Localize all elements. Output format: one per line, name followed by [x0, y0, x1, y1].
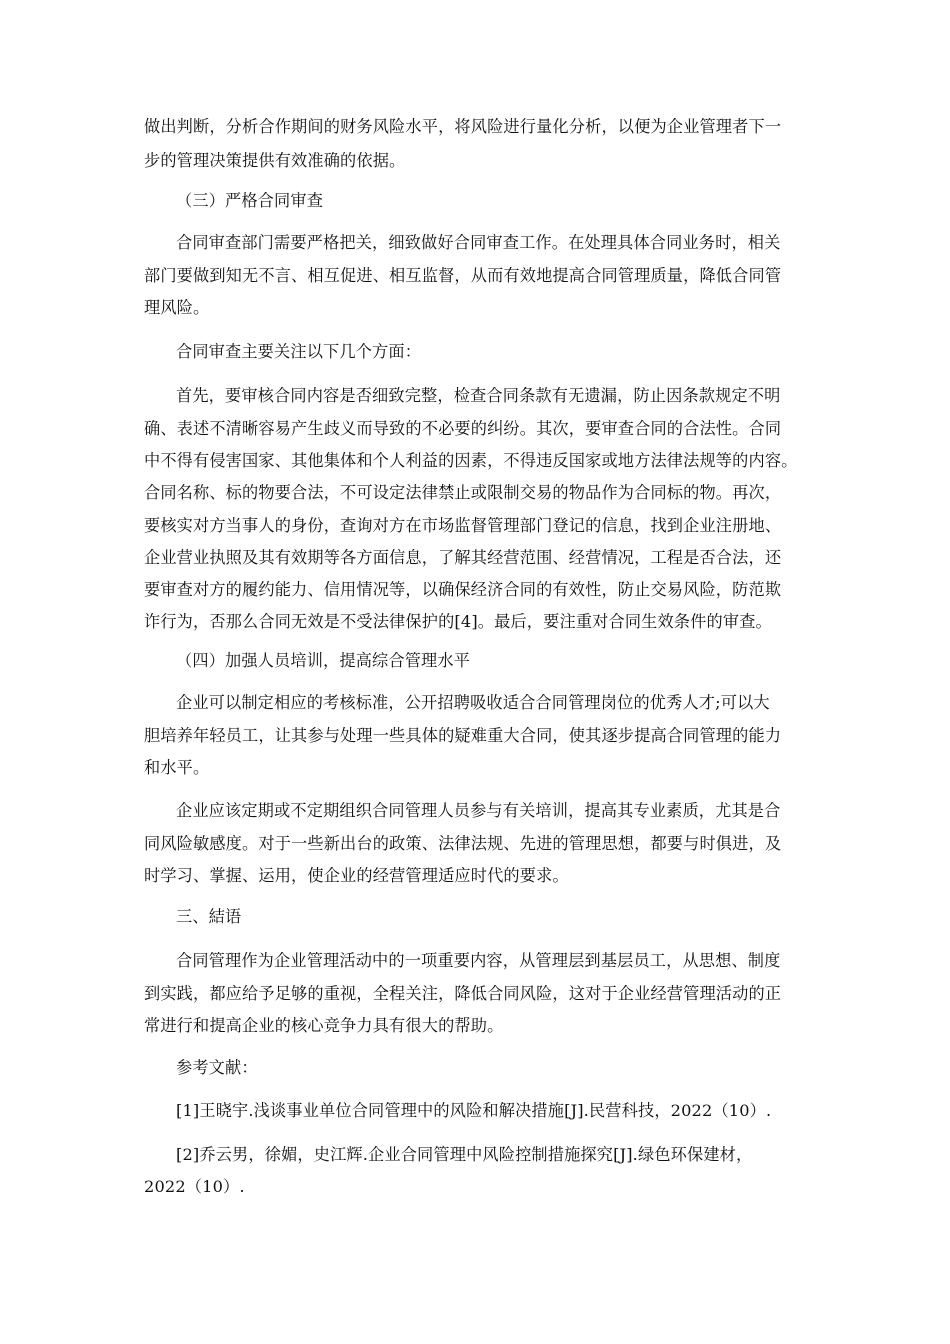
paragraph-line: 做出判断，分析合作期间的财务风险水平，将风险进行量化分析，以便为企业管理者下一 [144, 117, 782, 136]
subsection-heading: （三）严格合同审查 [176, 191, 324, 210]
paragraph-line: 和水平。 [144, 758, 210, 777]
paragraph-line: 首先，要审核合同内容是否细致完整，检查合同条款有无遗漏，防止因条款规定不明 [176, 386, 781, 405]
paragraph-line: 确、表述不清晰容易产生歧义而导致的不必要的纠纷。其次，要审查合同的合法性。合同 [144, 419, 782, 438]
paragraph-line: 企业营业执照及其有效期等各方面信息，了解其经营范围、经营情况，工程是否合法，还 [144, 548, 782, 567]
paragraph-line: 企业可以制定相应的考核标准，公开招聘吸收适合合同管理岗位的优秀人才;可以大 [176, 693, 770, 712]
paragraph-line: 胆培养年轻员工，让其参与处理一些具体的疑难重大合同，使其逐步提高合同管理的能力 [144, 726, 782, 745]
paragraph-line: 要审查对方的履约能力、信用情况等，以确保经济合同的有效性，防止交易风险，防范欺 [144, 580, 782, 599]
paragraph-line: 合同管理作为企业管理活动中的一项重要内容，从管理层到基层员工，从思想、制度 [176, 951, 781, 970]
paragraph-line: 合同审查部门需要严格把关，细致做好合同审查工作。在处理具体合同业务时，相关 [176, 233, 781, 252]
paragraph-line: 企业应该定期或不定期组织合同管理人员参与有关培训，提高其专业素质，尤其是合 [176, 801, 781, 820]
reference-item: [1]王晓宇.浅谈事业单位合同管理中的风险和解决措施[J].民营科技，2022（10）. [176, 1101, 772, 1120]
section-heading: 三、結语 [176, 907, 242, 926]
paragraph-line: 理风险。 [144, 298, 210, 317]
paragraph-line: 常进行和提高企业的核心竞争力具有很大的帮助。 [144, 1016, 504, 1035]
paragraph-line: 部门要做到知无不言、相互促进、相互监督，从而有效地提高合同管理质量，降低合同管 [144, 266, 782, 285]
paragraph-line: 同风险敏感度。对于一些新出台的政策、法律法规、先进的管理思想，都要与时俱进，及 [144, 834, 782, 853]
reference-item: [2]乔云男，徐媚，史江辉.企业合同管理中风险控制措施探究[J].绿色环保建材， [176, 1145, 753, 1164]
paragraph-line: 中不得有侵害国家、其他集体和个人利益的因素，不得违反国家或地方法律法规等的内容。 [144, 451, 798, 470]
subsection-heading: （四）加强人员培训，提高综合管理水平 [176, 651, 471, 670]
references-title: 参考文献： [176, 1058, 258, 1077]
paragraph-line: 诈行为，否那么合同无效是不受法律保护的[4]。最后，要注重对合同生效条件的审查。 [144, 612, 772, 631]
paragraph-line: 要核实对方当事人的身份，查询对方在市场监督管理部门登记的信息，找到企业注册地、 [144, 516, 782, 535]
paragraph-line: 到实践，都应给予足够的重视，全程关注，降低合同风险，这对于企业经营管理活动的正 [144, 984, 782, 1003]
paragraph-line: 时学习、掌握、运用，使企业的经营管理适应时代的要求。 [144, 866, 569, 885]
paragraph-line: 步的管理决策提供有效准确的依据。 [144, 151, 406, 170]
paragraph-line: 合同审查主要关注以下几个方面： [176, 342, 422, 361]
paragraph-line: 合同名称、标的物要合法，不可设定法律禁止或限制交易的物品作为合同标的物。再次， [144, 483, 782, 502]
reference-item-continuation: 2022（10）. [144, 1177, 245, 1196]
